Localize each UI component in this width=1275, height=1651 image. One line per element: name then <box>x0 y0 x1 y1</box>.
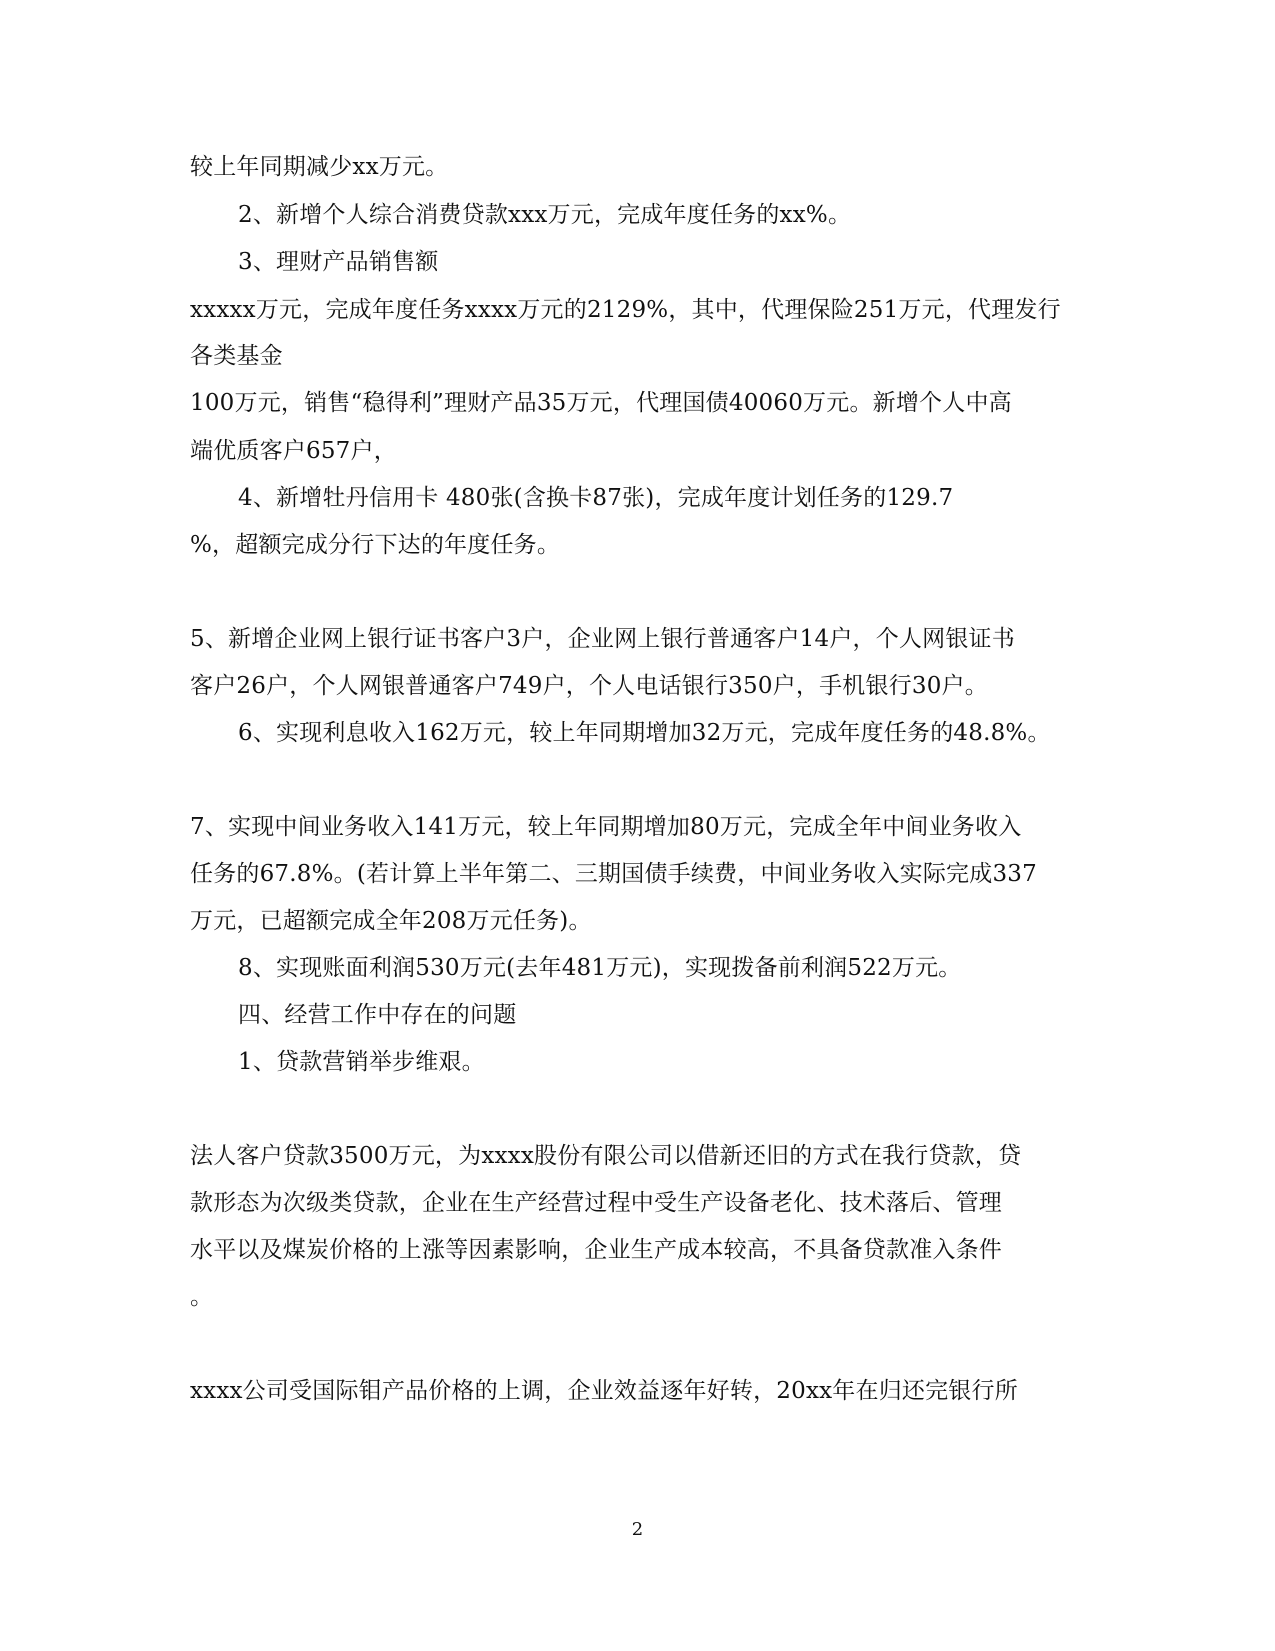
text-line-20: 款形态为次级类贷款，企业在生产经营过程中受生产设备老化、技术落后、管理 <box>190 1190 1002 1216</box>
text-line-8: 4、新增牡丹信用卡 480张(含换卡87张)，完成年度计划任务的129.7 <box>238 485 954 511</box>
text-line-16: 8、实现账面利润530万元(去年481万元)，实现拨备前利润522万元。 <box>238 955 962 981</box>
text-line-10: 5、新增企业网上银行证书客户3户，企业网上银行普通客户14户，个人网银证书 <box>190 626 1015 652</box>
section-heading-four: 四、经营工作中存在的问题 <box>238 1002 517 1028</box>
text-line-12: 6、实现利息收入162万元，较上年同期增加32万元，完成年度任务的48.8%。 <box>238 720 1051 746</box>
text-line-14: 任务的67.8%。(若计算上半年第二、三期国债手续费，中间业务收入实际完成337 <box>190 861 1037 887</box>
text-line-7: 端优质客户657户， <box>190 438 397 464</box>
text-line-2: 2、新增个人综合消费贷款xxx万元，完成年度任务的xx%。 <box>238 202 852 228</box>
text-line-21: 水平以及煤炭价格的上涨等因素影响，企业生产成本较高，不具备贷款准入条件 <box>190 1237 1002 1263</box>
text-line-6: 100万元，销售“稳得利”理财产品35万元，代理国债40060万元。新增个人中高 <box>190 390 1012 416</box>
text-line-13: 7、实现中间业务收入141万元，较上年同期增加80万元，完成全年中间业务收入 <box>190 814 1022 840</box>
text-line-11: 客户26户，个人网银普通客户749户，个人电话银行350户，手机银行30户。 <box>190 673 988 699</box>
text-line-19: 法人客户贷款3500万元，为xxxx股份有限公司以借新还旧的方式在我行贷款，贷 <box>190 1143 1022 1169</box>
text-line-5: 各类基金 <box>190 343 283 369</box>
text-line-15: 万元，已超额完成全年208万元任务)。 <box>190 908 592 934</box>
text-line-3: 3、理财产品销售额 <box>238 249 439 275</box>
page-number: 2 <box>631 1519 644 1540</box>
text-line-4: xxxxx万元，完成年度任务xxxx万元的2129%，其中，代理保险251万元，代理发行 <box>190 297 1061 323</box>
text-line-9: %，超额完成分行下达的年度任务。 <box>190 532 561 558</box>
text-line-23: xxxx公司受国际钼产品价格的上调，企业效益逐年好转，20xx年在归还完银行所 <box>190 1378 1018 1404</box>
text-line-18: 1、贷款营销举步维艰。 <box>238 1049 485 1075</box>
text-line-1: 较上年同期减少xx万元。 <box>190 154 449 180</box>
text-line-22: 。 <box>190 1284 214 1310</box>
